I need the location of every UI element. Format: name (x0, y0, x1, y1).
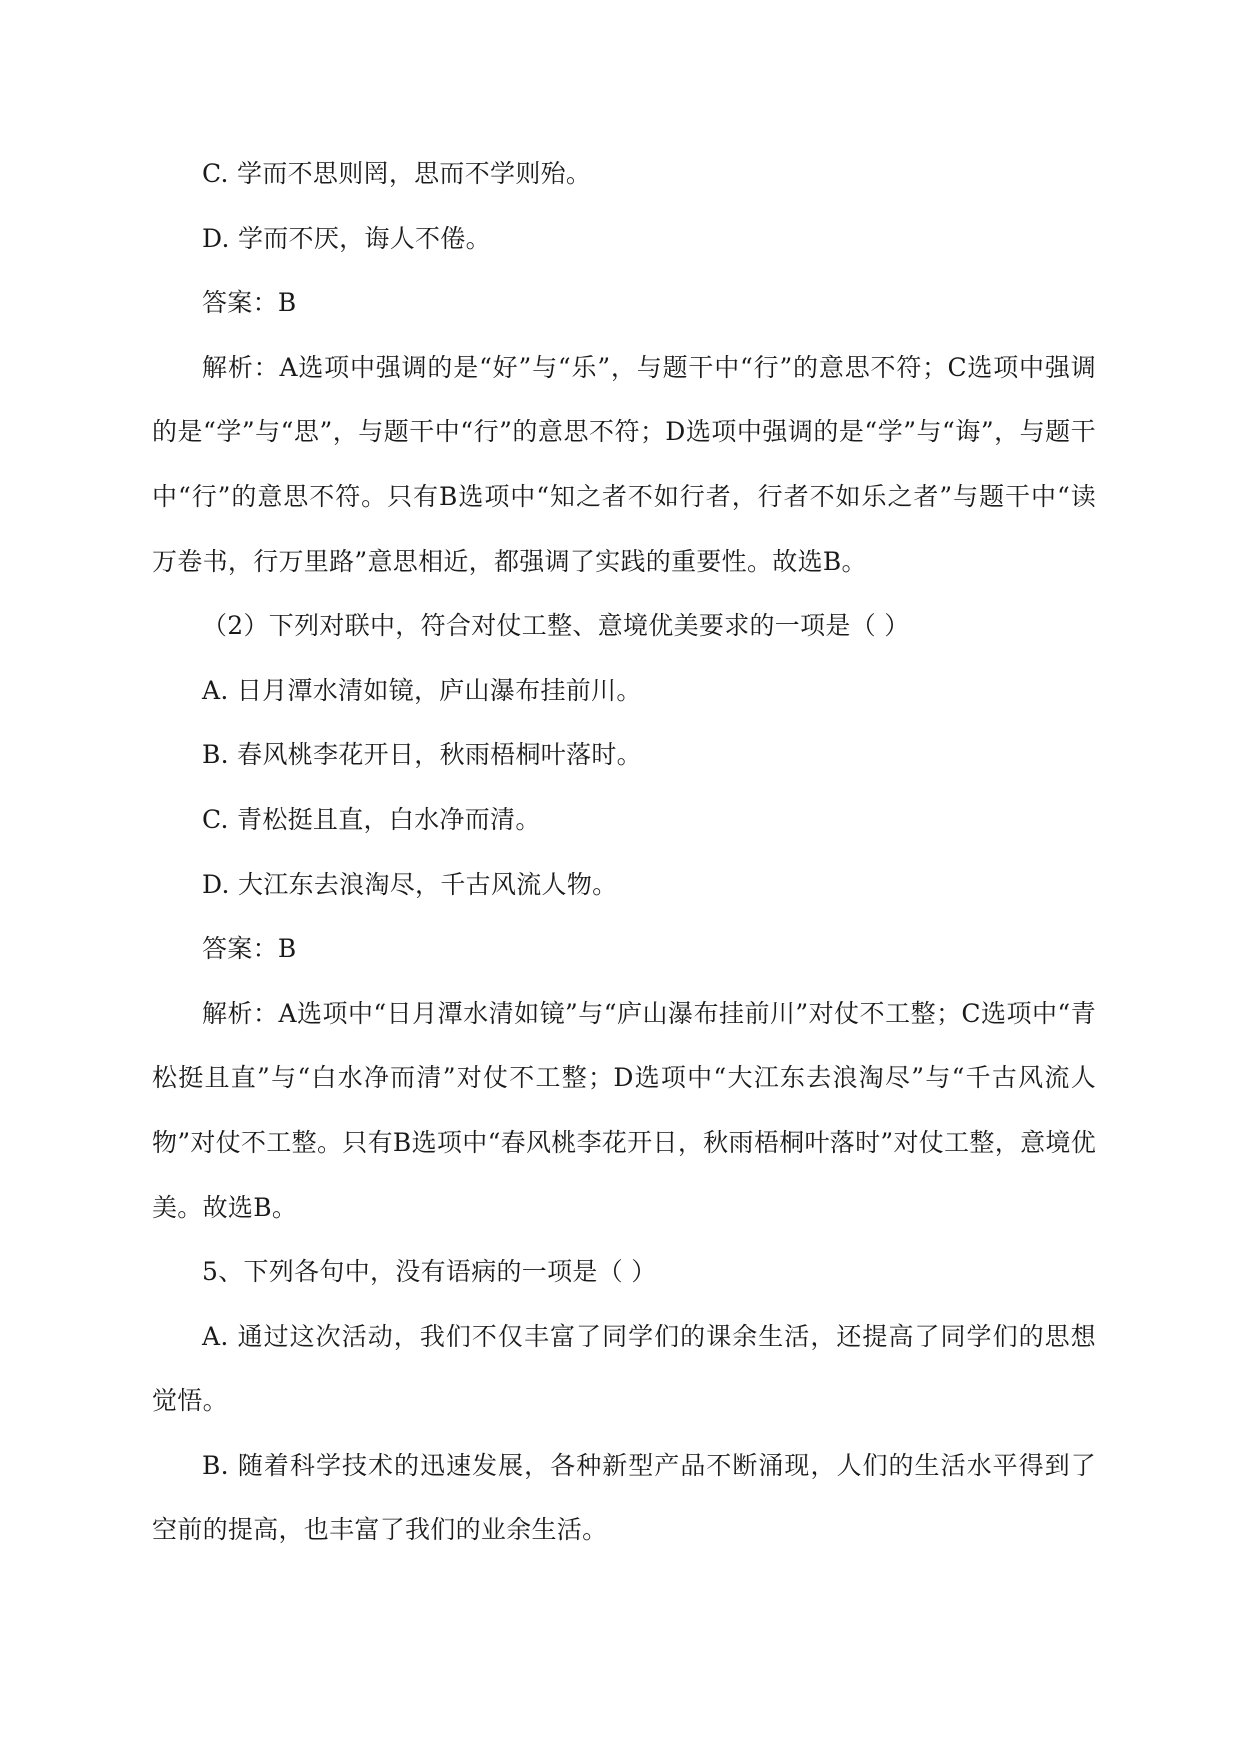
document-body (152, 142, 1096, 1563)
answer-q2: 答案：B (202, 934, 297, 964)
option-d-q1: D. 学而不厌，诲人不倦。 (202, 223, 491, 253)
option-b-q2: B. 春风桃李花开日，秋雨梧桐叶落时。 (202, 740, 642, 770)
explanation-q1: 解析：A选项中强调的是“好”与“乐”，与题干中“行”的意思不符；C选项中强调的是“学”与“思”，与题干中“行”的意思不符；D选项中强调的是“学”与“诲”，与题干中“行”的意思不符。只有B选项中“知之者不如行者，行者不如乐之者”与题干中“读万卷书，行万里路”意思相近，都强调了实践的重要性。故选B。 (152, 352, 1096, 576)
question-5: 5、下列各句中，没有语病的一项是（ ） (202, 1257, 657, 1287)
question-2: （2）下列对联中，符合对仗工整、意境优美要求的一项是（ ） (202, 611, 910, 641)
option-c-q2: C. 青松挺且直，白水净而清。 (202, 804, 541, 834)
option-c-q1: C. 学而不思则罔，思而不学则殆。 (202, 159, 592, 188)
option-b-q5: B. 随着科学技术的迅速发展，各种新型产品不断涌现，人们的生活水平得到了空前的提高，也丰富了我们的业余生活。 (152, 1450, 1096, 1545)
explanation-q2: 解析：A选项中“日月潭水清如镜”与“庐山瀑布挂前川”对仗不工整；C选项中“青松挺且直”与“白水净而清”对仗不工整；D选项中“大江东去浪淘尽”与“千古风流人物”对仗不工整。只有B选项中“春风桃李花开日，秋雨梧桐叶落时”对仗工整，意境优美。故选B。 (152, 998, 1096, 1222)
option-a-q5: A. 通过这次活动，我们不仅丰富了同学们的课余生活，还提高了同学们的思想觉悟。 (152, 1321, 1096, 1416)
answer-q1: 答案：B (202, 288, 297, 318)
option-a-q2: A. 日月潭水清如镜，庐山瀑布挂前川。 (202, 675, 642, 705)
option-d-q2: D. 大江东去浪淘尽，千古风流人物。 (202, 869, 618, 899)
